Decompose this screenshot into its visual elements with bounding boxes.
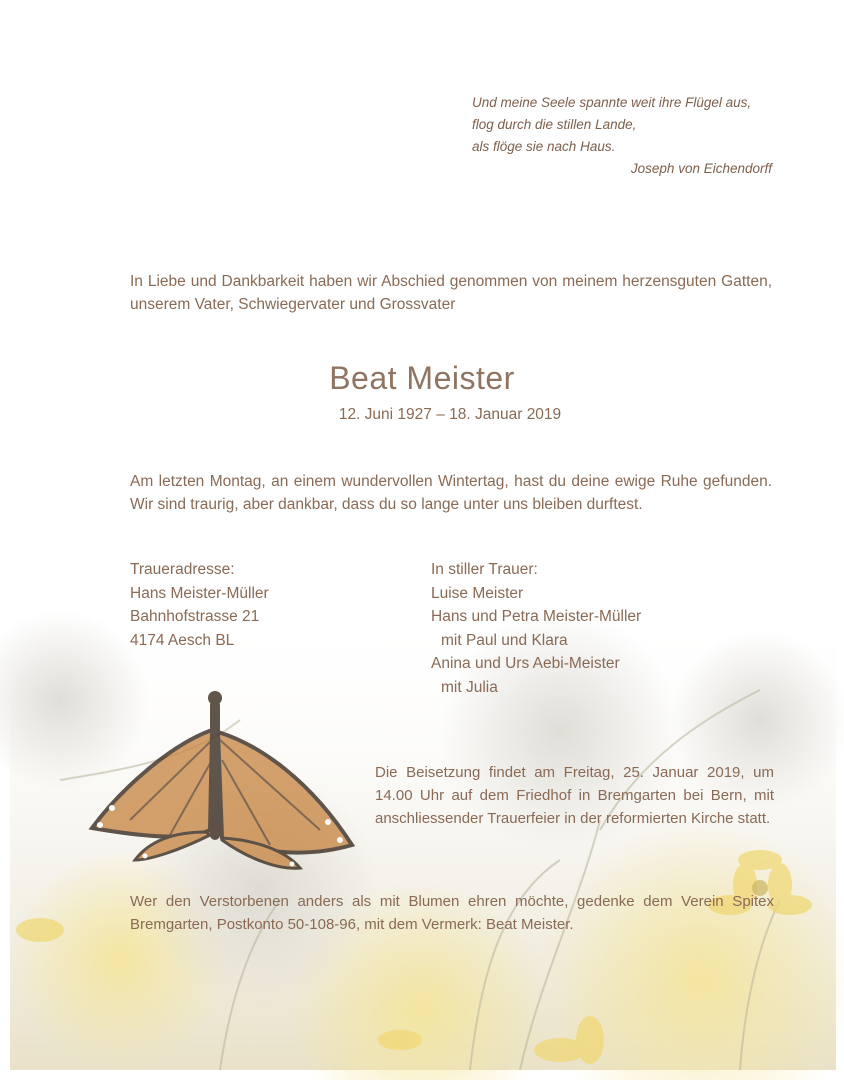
poem-quote [472,92,772,180]
mourners-list [431,558,641,699]
quote-author: Joseph von Eichendorff [630,161,772,176]
deceased-name: Beat Meister [329,360,515,396]
address-line: Bahnhofstrasse 21 [130,608,260,625]
mourner-line: Hans und Petra Meister-Müller [431,608,642,625]
address-heading: Traueradresse: [130,561,235,578]
mourning-address [130,558,269,652]
quote-line: flog durch die stillen Lande, [472,117,637,132]
mourner-line: mit Paul und Klara [441,631,568,649]
donation-notice: Wer den Verstorbenen anders als mit Blumen ehren möchte, gedenke dem Verein Spitex Bremgarten, Postkonto 50-108-96, mit dem Vermerk: Beat Meister. [130,893,774,933]
burial-notice: Die Beisetzung findet am Freitag, 25. Januar 2019, um 14.00 Uhr auf dem Friedhof in Bremgarten bei Bern, mit anschliessender Trauerfeier in der reformierten Kirche statt. [375,764,774,827]
quote-line: als flöge sie nach Haus. [472,139,616,154]
address-line: Hans Meister-Müller [130,584,269,602]
mourner-line: Luise Meister [431,584,524,602]
quote-line: Und meine Seele spannte weit ihre Flügel aus, [472,95,752,110]
mourner-line: Anina und Urs Aebi-Meister [431,655,620,672]
farewell-message: Am letzten Montag, an einem wundervollen Wintertag, hast du deine ewige Ruhe gefunden. Wir sind traurig, aber dankbar, dass du so lange unter uns bleiben durftest. [130,473,772,513]
life-dates: 12. Juni 1927 – 18. Januar 2019 [338,406,562,423]
intro-text: In Liebe und Dankbarkeit haben wir Abschied genommen von meinem herzensguten Gatten, unserem Vater, Schwiegervater und Grossvater [130,273,772,313]
mourners-heading: In stiller Trauer: [431,561,538,578]
mourner-line: mit Julia [441,678,498,696]
address-line: 4174 Aesch BL [130,631,235,649]
